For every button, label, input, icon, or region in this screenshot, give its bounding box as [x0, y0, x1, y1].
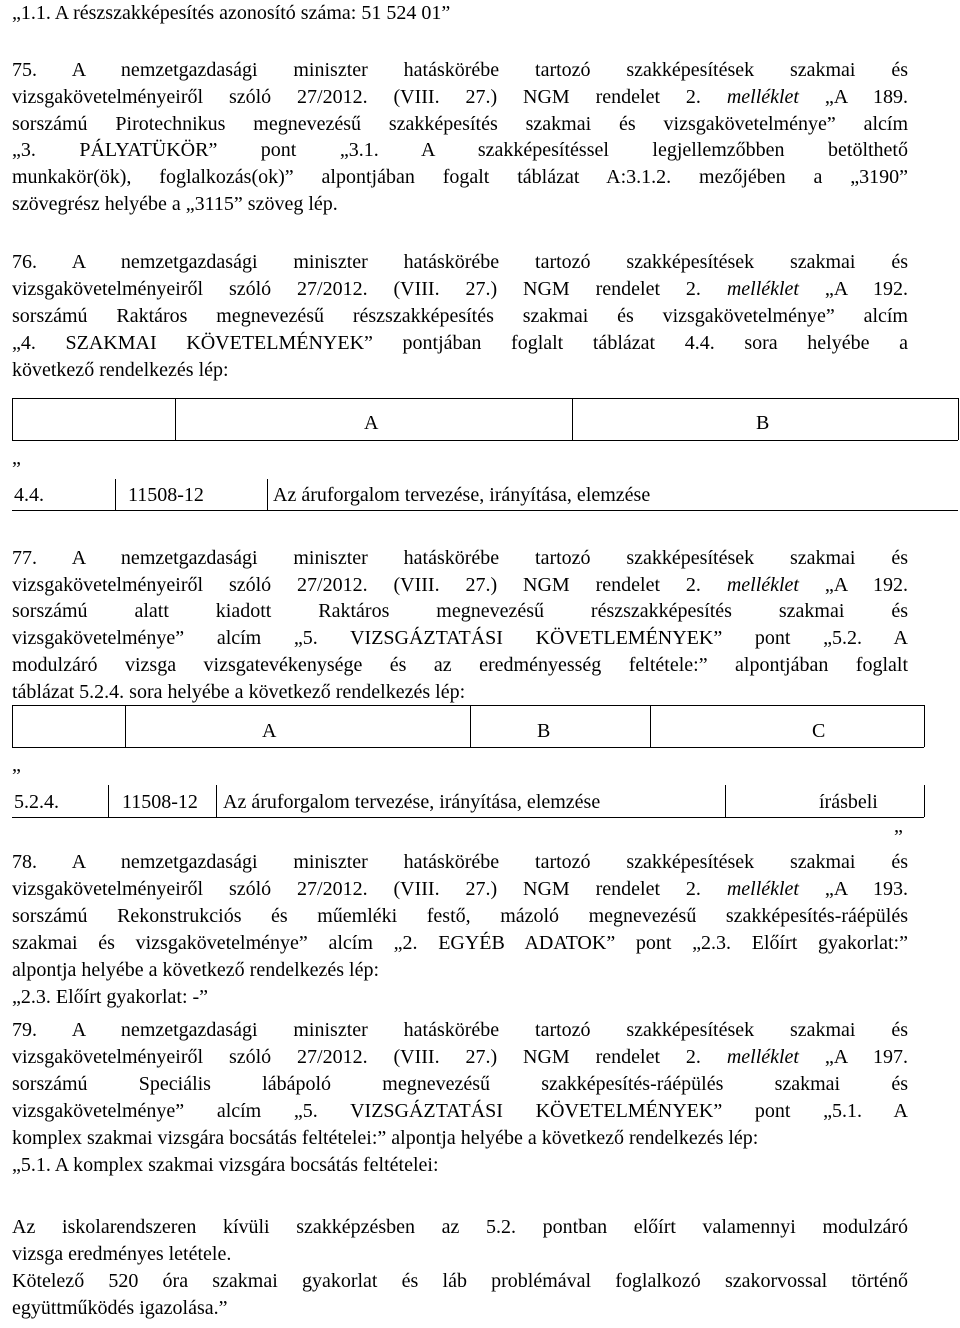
text-segment: „5.1. A komplex szakmai vizsgára bocsátás feltételei:: [12, 1154, 439, 1176]
paragraph-line: [12, 876, 908, 902]
text-segment: Az iskolarendszeren kívüli szakképzésben az 5.2. pontban előírt valamennyi modulzáró: [12, 1216, 908, 1238]
table-header-b: B: [756, 412, 770, 434]
italic-text: melléklet: [726, 878, 799, 900]
paragraph-line: [12, 984, 908, 1010]
table-cell-exam-type: írásbeli: [819, 791, 878, 813]
text-segment: vizsgakövetelményeiről szóló 27/2012. (VIII. 27.) NGM rendelet 2.: [12, 574, 727, 596]
text-segment: sorszámú Speciális lábápoló megnevezésű szakképesítés-ráépülés szakmai és: [12, 1073, 908, 1095]
text-segment: vizsgakövetelményeiről szóló 27/2012. (VIII. 27.) NGM rendelet 2.: [12, 86, 727, 108]
text-segment: „A 193.: [799, 878, 909, 900]
paragraph-line: [12, 1214, 908, 1240]
text-segment: sorszámú Pirotechnikus megnevezésű szakképesítés szakmai és vizsgakövetelménye” alcím: [12, 113, 908, 135]
opening-quote: „: [12, 754, 21, 776]
paragraph-line: [12, 191, 908, 217]
text-segment: vizsgakövetelményeiről szóló 27/2012. (VIII. 27.) NGM rendelet 2.: [12, 1046, 727, 1068]
text-segment: vizsgakövetelményeiről szóló 27/2012. (VIII. 27.) NGM rendelet 2.: [12, 278, 727, 300]
section-heading: „1.1. A részszakképesítés azonosító száma: 51 524 01”: [12, 2, 451, 24]
table-cell-row-id: 4.4.: [14, 484, 44, 506]
paragraph-line: [12, 1241, 908, 1267]
paragraph-line: [12, 1017, 908, 1043]
paragraph-line: [12, 1295, 908, 1321]
text-segment: vizsgakövetelményeiről szóló 27/2012. (VIII. 27.) NGM rendelet 2.: [12, 878, 727, 900]
text-segment: komplex szakmai vizsgára bocsátás feltételei:” alpontja helyébe a következő rendelkezés lép:: [12, 1127, 759, 1149]
text-segment: együttműködés igazolása.”: [12, 1297, 228, 1319]
text-segment: 78. A nemzetgazdasági miniszter hatáskörébe tartozó szakképesítések szakmai és: [12, 851, 908, 873]
paragraph-line: [12, 357, 908, 383]
text-segment: „2.3. Előírt gyakorlat: -”: [12, 986, 209, 1008]
paragraph-line: [12, 1071, 908, 1097]
text-segment: „3. PÁLYATÜKÖR” pont „3.1. A szakképesítéssel legjellemzőbben betölthető: [12, 139, 908, 161]
text-segment: 77. A nemzetgazdasági miniszter hatáskörébe tartozó szakképesítések szakmai és: [12, 547, 908, 569]
text-segment: szakmai és vizsgakövetelménye” alcím „2. EGYÉB ADATOK” pont „2.3. Előírt gyakorlat:”: [12, 932, 908, 954]
paragraph-line: [12, 1044, 908, 1070]
opening-quote: „: [12, 447, 21, 469]
paragraph-line: [12, 111, 908, 137]
paragraph-line: [12, 276, 908, 302]
paragraph-line: [12, 957, 908, 983]
paragraph-line: [12, 330, 908, 356]
paragraph-line: [12, 849, 908, 875]
text-segment: sorszámú alatt kiadott Raktáros megnevezésű részszakképesítés szakmai és: [12, 600, 908, 622]
text-segment: modulzáró vizsga vizsgatevékenysége és az eredményesség feltétele:” alpontjában foglalt: [12, 654, 908, 676]
table-header-b: B: [537, 720, 551, 742]
paragraph-line: [12, 1268, 908, 1294]
text-segment: vizsgakövetelménye” alcím „5. VIZSGÁZTATÁSI KÖVETLEMÉNYEK” pont „5.2. A: [12, 627, 908, 649]
text-segment: „A 189.: [799, 86, 909, 108]
paragraph-line: [12, 572, 908, 598]
text-segment: „A 197.: [799, 1046, 909, 1068]
text-segment: alpontja helyébe a következő rendelkezés lép:: [12, 959, 380, 981]
closing-quote: ”: [894, 826, 903, 848]
text-segment: következő rendelkezés lép:: [12, 359, 229, 381]
text-segment: munkakör(ök), foglalkozás(ok)” alpontjában fogalt táblázat A:3.1.2. mezőjében a „3190”: [12, 166, 908, 188]
italic-text: melléklet: [726, 1046, 799, 1068]
table-cell-module-name: Az áruforgalom tervezése, irányítása, elemzése: [223, 791, 601, 813]
paragraph-line: [12, 545, 908, 571]
paragraph-line: [12, 598, 908, 624]
table-header-a: A: [262, 720, 277, 742]
table-cell-row-id: 5.2.4.: [14, 791, 59, 813]
paragraph-line: [12, 930, 908, 956]
text-segment: „A 192.: [799, 574, 909, 596]
paragraph-line: [12, 249, 908, 275]
table-header-a: A: [364, 412, 379, 434]
paragraph-line: [12, 652, 908, 678]
text-segment: 76. A nemzetgazdasági miniszter hatáskörébe tartozó szakképesítések szakmai és: [12, 251, 908, 273]
text-segment: „A 192.: [799, 278, 909, 300]
paragraph-line: [12, 625, 908, 651]
text-segment: 75. A nemzetgazdasági miniszter hatáskörébe tartozó szakképesítések szakmai és: [12, 59, 908, 81]
text-segment: szövegrész helyébe a „3115” szöveg lép.: [12, 193, 338, 215]
table-cell-module-code: 11508-12: [122, 791, 198, 813]
italic-text: melléklet: [726, 574, 799, 596]
paragraph-line: [12, 137, 908, 163]
text-segment: táblázat 5.2.4. sora helyébe a következő rendelkezés lép:: [12, 681, 466, 703]
text-segment: vizsga eredményes letétele.: [12, 1243, 232, 1265]
text-segment: sorszámú Rekonstrukciós és műemléki festő, mázoló megnevezésű szakképesítés-ráépülés: [12, 905, 908, 927]
italic-text: melléklet: [726, 86, 799, 108]
paragraph-line: [12, 903, 908, 929]
text-segment: 79. A nemzetgazdasági miniszter hatáskörébe tartozó szakképesítések szakmai és: [12, 1019, 908, 1041]
table-cell-module-name: Az áruforgalom tervezése, irányítása, elemzése: [273, 484, 651, 506]
paragraph-line: [12, 164, 908, 190]
table-cell-module-code: 11508-12: [128, 484, 204, 506]
italic-text: melléklet: [726, 278, 799, 300]
paragraph-line: [12, 84, 908, 110]
text-segment: Kötelező 520 óra szakmai gyakorlat és láb problémával foglalkozó szakorvossal történő: [12, 1270, 908, 1292]
paragraph-line: [12, 57, 908, 83]
paragraph-line: [12, 303, 908, 329]
text-segment: vizsgakövetelménye” alcím „5. VIZSGÁZTATÁSI KÖVETELMÉNYEK” pont „5.1. A: [12, 1100, 908, 1122]
paragraph-line: [12, 679, 908, 705]
text-segment: „4. SZAKMAI KÖVETELMÉNYEK” pontjában foglalt táblázat 4.4. sora helyébe a: [12, 332, 908, 354]
paragraph-line: [12, 1152, 908, 1178]
text-segment: sorszámú Raktáros megnevezésű részszakképesítés szakmai és vizsgakövetelménye” alcím: [12, 305, 908, 327]
paragraph-line: [12, 1125, 908, 1151]
paragraph-line: [12, 1098, 908, 1124]
table-header-c: C: [812, 720, 826, 742]
